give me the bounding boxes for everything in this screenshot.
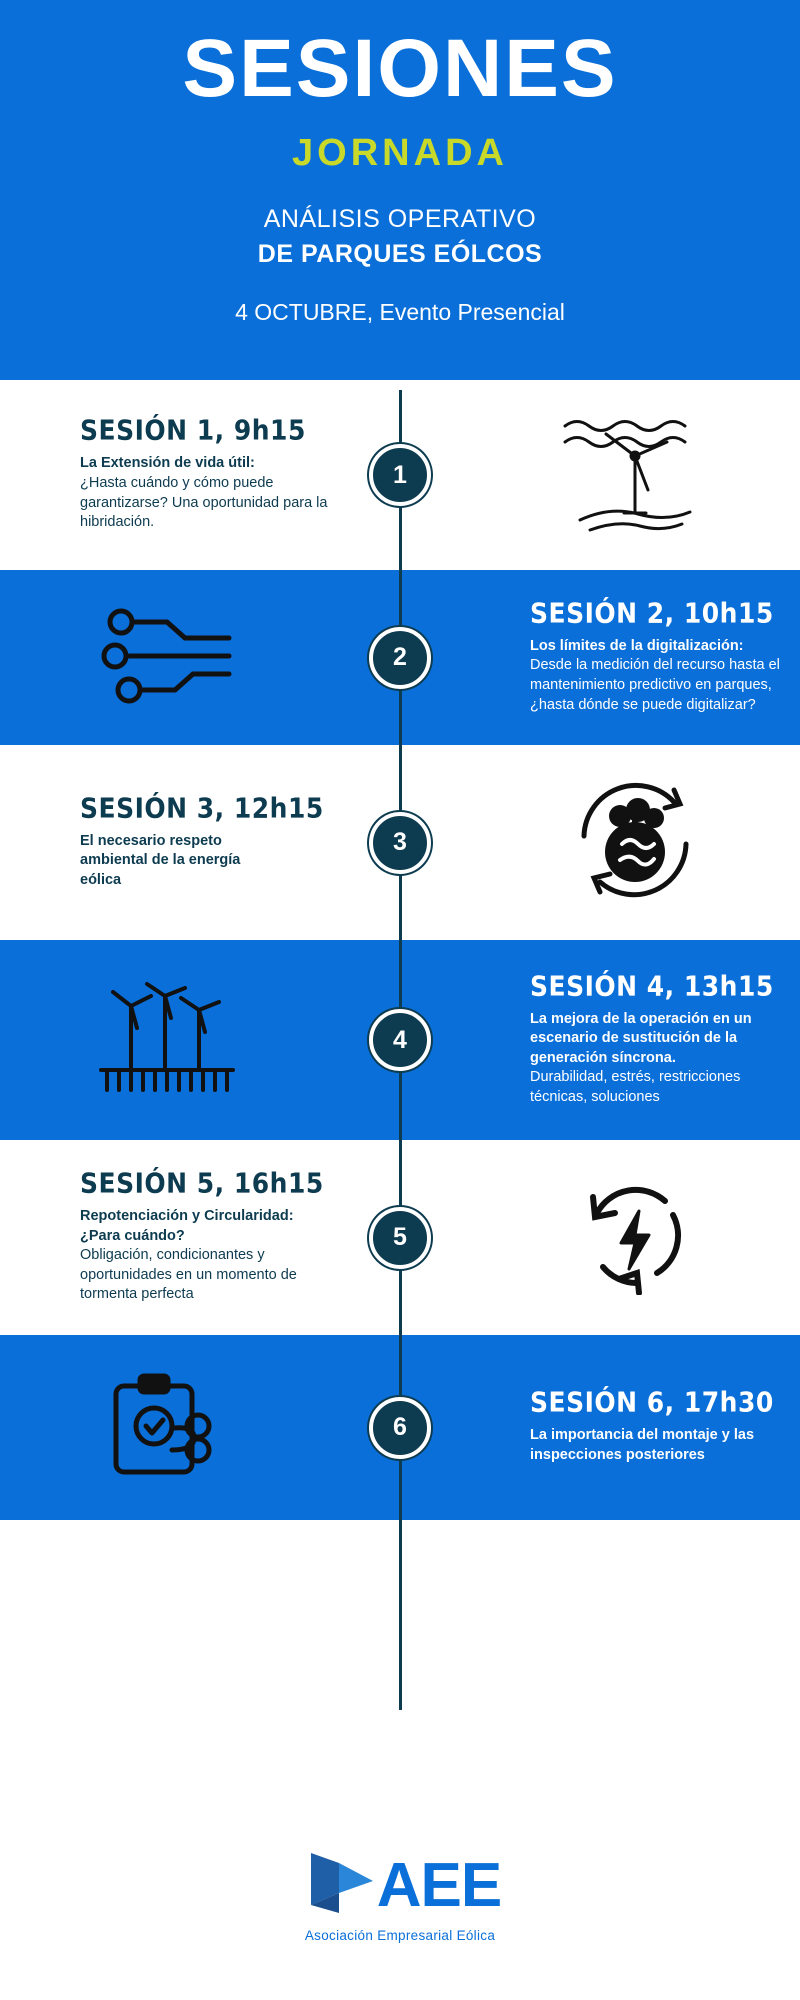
session-3-text: [0, 791, 330, 891]
session-1-node-cell: [330, 444, 470, 506]
session-4-title: SESIÓN 4, 13h15: [530, 969, 774, 1002]
session-2-desc: Desde la medición del recurso hasta el mantenimiento predictivo en parques, ¿hasta dónde se puede digitalizar?: [530, 657, 780, 713]
session-5-node-cell: [330, 1207, 470, 1269]
session-3-icon-cell: [470, 778, 800, 908]
session-5-icon-cell: [470, 1175, 800, 1300]
poster-header: [0, 0, 800, 380]
page-subtitle: JORNADA: [292, 132, 508, 174]
session-2-title: SESIÓN 2, 10h15: [530, 596, 774, 629]
session-4-node-cell: [330, 1009, 470, 1071]
session-6-text: [470, 1385, 800, 1465]
clipboard-check-icon: [100, 1368, 230, 1488]
session-6-bold: La importancia del montaje y las inspecciones posteriores: [530, 1427, 755, 1463]
wind-turbine-offshore-icon: [560, 408, 710, 543]
session-3-node[interactable]: 3: [369, 812, 431, 874]
session-5-node[interactable]: 5: [369, 1207, 431, 1269]
session-1-text: [0, 413, 330, 532]
session-3-title: SESIÓN 3, 12h15: [80, 791, 324, 824]
timeline: [0, 380, 800, 1790]
session-3-node-cell: [330, 812, 470, 874]
aee-tagline: Asociación Empresarial Eólica: [304, 1928, 496, 1943]
energy-recycle-icon: [573, 1175, 698, 1300]
session-4-node[interactable]: 4: [369, 1009, 431, 1071]
session-2-text: [470, 596, 800, 715]
session-4-desc: Durabilidad, estrés, restricciones técnicas, soluciones: [530, 1069, 741, 1105]
session-4-text: [470, 969, 800, 1108]
session-2-node-cell: [330, 627, 470, 689]
earth-recycle-icon: [570, 778, 700, 908]
aee-logo: [299, 1847, 501, 1924]
header-line-1: ANÁLISIS OPERATIVO: [263, 205, 537, 233]
aee-wordmark: AEE: [376, 1850, 502, 1920]
circuit-nodes-icon: [95, 600, 235, 715]
session-1-title: SESIÓN 1, 9h15: [80, 413, 306, 447]
poster-footer: [0, 1790, 800, 2000]
session-2-bold: Los límites de la digitalización:: [530, 637, 744, 654]
wind-farm-icon: [93, 978, 238, 1103]
session-4-bold: La mejora de la operación en un escenario de sustitución de la generación síncrona.: [530, 1010, 752, 1066]
session-1-bold: La Extensión de vida útil:: [80, 455, 255, 472]
session-1-desc: ¿Hasta cuándo y cómo puede garantizarse? Una oportunidad para la hibridación.: [80, 474, 328, 531]
session-2-icon-cell: [0, 600, 330, 715]
session-4-icon-cell: [0, 978, 330, 1103]
header-line-2: DE PARQUES EÓLCOS: [257, 240, 543, 268]
session-1-icon-cell: [470, 408, 800, 543]
aee-mark-icon: [299, 1847, 377, 1924]
session-6-icon-cell: [0, 1368, 330, 1488]
session-5-title: SESIÓN 5, 16h15: [80, 1166, 324, 1200]
session-5-bold: Repotenciación y Circularidad: ¿Para cuándo?: [80, 1208, 294, 1244]
session-2-node[interactable]: 2: [369, 627, 431, 689]
session-6-node-cell: [330, 1397, 470, 1459]
session-6-node[interactable]: 6: [369, 1397, 431, 1459]
page-title: SESIONES: [182, 23, 618, 114]
session-1-node[interactable]: 1: [369, 444, 431, 506]
session-5-desc: Obligación, condicionantes y oportunidades en un momento de tormenta perfecta: [80, 1247, 297, 1303]
session-6-title: SESIÓN 6, 17h30: [530, 1385, 774, 1419]
session-5-text: [0, 1166, 330, 1305]
session-3-bold: El necesario respeto ambiental de la energía eólica: [80, 832, 241, 888]
header-date: 4 OCTUBRE, Evento Presencial: [235, 299, 565, 325]
